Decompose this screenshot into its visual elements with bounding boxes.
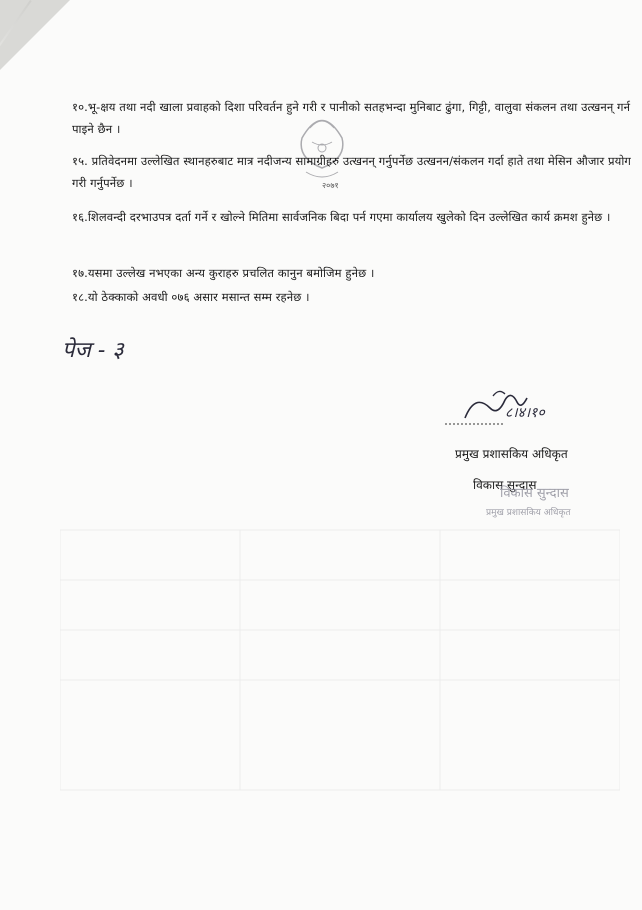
signature-date: ८।४।१०: [505, 405, 545, 421]
clause-15: १५. प्रतिवेदनमा उल्लेखित स्थानहरुबाट मात्र नदीजन्य सामाग्रीहरु उत्खनन् गर्नुपर्नेछ उत्खनन/संकलन गर्दा हाते तथा मेसिन औजार प्रयोग गरी गर्नुपर्नेछ ।: [72, 154, 632, 190]
clause-18: १८.यो ठेक्काको अवधी ०७६ असार मसान्त सम्म रहनेछ ।: [72, 290, 310, 304]
signatory-name: विकास सुन्दास: [473, 478, 537, 492]
handwritten-page-number: पेज - ३: [62, 338, 124, 363]
clause-10: १०.भू-क्षय तथा नदी खाला प्रवाहको दिशा परिवर्तन हुने गरी र पानीको सतहभन्दा मुनिबाट ढुंगा, गिट्टी, वालुवा संकलन तथा उत्खनन् गर्न पाइने छैन ।: [72, 100, 631, 136]
bleed-through-table: [60, 520, 620, 820]
name-stamp: विकास सुन्दास: [500, 486, 569, 501]
folded-corner: [0, 0, 70, 70]
seal-year: २०७१: [322, 181, 339, 190]
clause-17: १७.यसमा उल्लेख नभएका अन्य कुराहरु प्रचलित कानुन बमोजिम हुनेछ ।: [72, 266, 375, 280]
signatory-title: प्रमुख प्रशासकिय अधिकृत: [455, 447, 568, 461]
clause-16: १६.शिलवन्दी दरभाउपत्र दर्ता गर्ने र खोल्ने मितिमा सार्वजनिक बिदा पर्न गएमा कार्यालय खुलेको दिन उल्लेखित कार्य क्रमश हुनेछ ।: [72, 210, 611, 224]
title-stamp: प्रमुख प्रशासकिय अधिकृत: [486, 508, 571, 518]
